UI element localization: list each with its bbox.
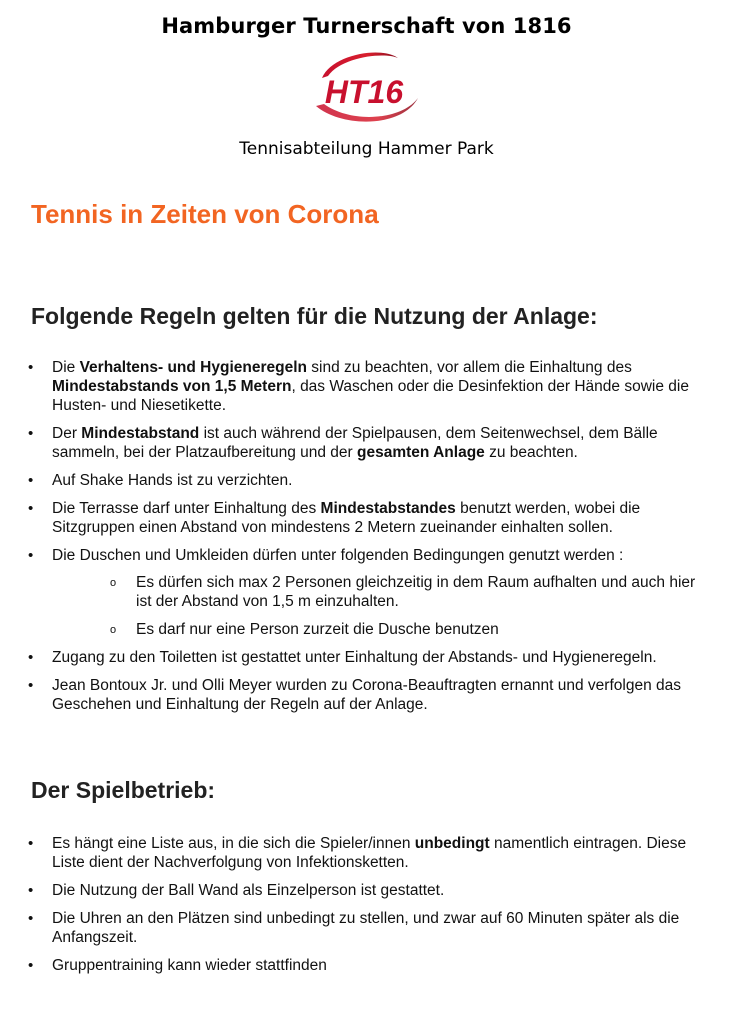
sub-list-item <box>52 620 703 639</box>
list-item <box>0 499 733 537</box>
department-name: Tennisabteilung Hammer Park <box>239 139 494 159</box>
item-text: Die Terrasse darf unter Einhaltung des <box>52 500 321 517</box>
item-emphasis: gesamten Anlage <box>357 444 485 461</box>
bullet-icon: • <box>28 359 34 376</box>
item-text: Die Nutzung der Ball Wand als Einzelperson ist gestattet. <box>52 882 445 899</box>
list-item <box>0 546 733 639</box>
circle-bullet-icon: o <box>110 624 117 636</box>
item-emphasis: Mindestabstand <box>81 425 200 442</box>
logo-text: HT16 <box>324 74 404 110</box>
bullet-icon: • <box>28 547 34 564</box>
list-item <box>0 834 733 872</box>
bullet-icon: • <box>28 649 34 666</box>
item-text: Zugang zu den Toiletten ist gestattet unter Einhaltung der Abstands- und Hygieneregeln. <box>52 649 657 666</box>
play-heading: Der Spielbetrieb: <box>31 777 216 803</box>
rules-list <box>0 358 733 723</box>
item-text: benutzt werden, wobei die Sitzgruppen einen Abstand von mindestens 2 Metern zueinander einhalten sollen. <box>52 500 641 536</box>
sub-list <box>52 573 703 639</box>
item-emphasis: unbedingt <box>414 835 490 852</box>
ht16-logo <box>302 48 426 130</box>
item-emphasis: Mindestabstands von 1,5 Metern <box>52 378 292 395</box>
item-text: Es hängt eine Liste aus, in die sich die Spieler/innen <box>52 835 415 852</box>
bullet-icon: • <box>28 425 34 442</box>
item-text: Der <box>52 425 82 442</box>
sub-list-item <box>52 573 703 611</box>
bullet-icon: • <box>28 500 34 517</box>
list-item <box>0 424 733 462</box>
circle-bullet-icon: o <box>110 577 117 589</box>
bullet-icon: • <box>28 910 34 927</box>
item-text: Gruppentraining kann wieder stattfinden <box>52 957 327 974</box>
item-text: Die Duschen und Umkleiden dürfen unter folgenden Bedingungen genutzt werden : <box>52 547 624 564</box>
rules-heading: Folgende Regeln gelten für die Nutzung der Anlage: <box>31 303 598 329</box>
sub-item-text: Es darf nur eine Person zurzeit die Dusche benutzen <box>136 621 499 638</box>
item-text: Jean Bontoux Jr. und Olli Meyer wurden zu Corona-Beauftragten ernannt und verfolgen das Geschehen und Einhaltung der Regeln auf der Anlage. <box>52 677 681 713</box>
item-text: zu beachten. <box>484 444 578 461</box>
item-text: sind zu beachten, vor allem die Einhaltung des <box>306 359 632 376</box>
list-item <box>0 909 733 947</box>
bullet-icon: • <box>28 677 34 694</box>
bullet-icon: • <box>28 472 34 489</box>
item-text: Die <box>52 359 80 376</box>
list-item <box>0 881 733 900</box>
bullet-icon: • <box>28 835 34 852</box>
item-text: Auf Shake Hands ist zu verzichten. <box>52 472 293 489</box>
item-text: , das Waschen oder die Desinfektion der Hände sowie die Husten- und Niesetikette. <box>52 378 689 414</box>
list-item <box>0 358 733 415</box>
item-text: Die Uhren an den Plätzen sind unbedingt zu stellen, und zwar auf 60 Minuten später als die Anfangszeit. <box>52 910 680 946</box>
page-headline: Tennis in Zeiten von Corona <box>31 199 379 229</box>
sub-item-text: Es dürfen sich max 2 Personen gleichzeitig in dem Raum aufhalten und auch hier ist der Abstand von 1,5 m einzuhalten. <box>136 574 696 610</box>
item-emphasis: Verhaltens- und Hygieneregeln <box>79 359 307 376</box>
list-item <box>0 471 733 490</box>
item-emphasis: Mindestabstandes <box>320 500 456 517</box>
item-text: namentlich eintragen. Diese Liste dient der Nachverfolgung von Infektionsketten. <box>52 835 687 871</box>
item-text: ist auch während der Spielpausen, dem Seitenwechsel, dem Bälle sammeln, bei der Platzaufbereitung und der <box>52 425 658 461</box>
list-item <box>0 956 733 975</box>
list-item <box>0 676 733 714</box>
bullet-icon: • <box>28 957 34 974</box>
org-title: Hamburger Turnerschaft von 1816 <box>161 14 572 38</box>
bullet-icon: • <box>28 882 34 899</box>
list-item <box>0 648 733 667</box>
play-list <box>0 834 733 984</box>
